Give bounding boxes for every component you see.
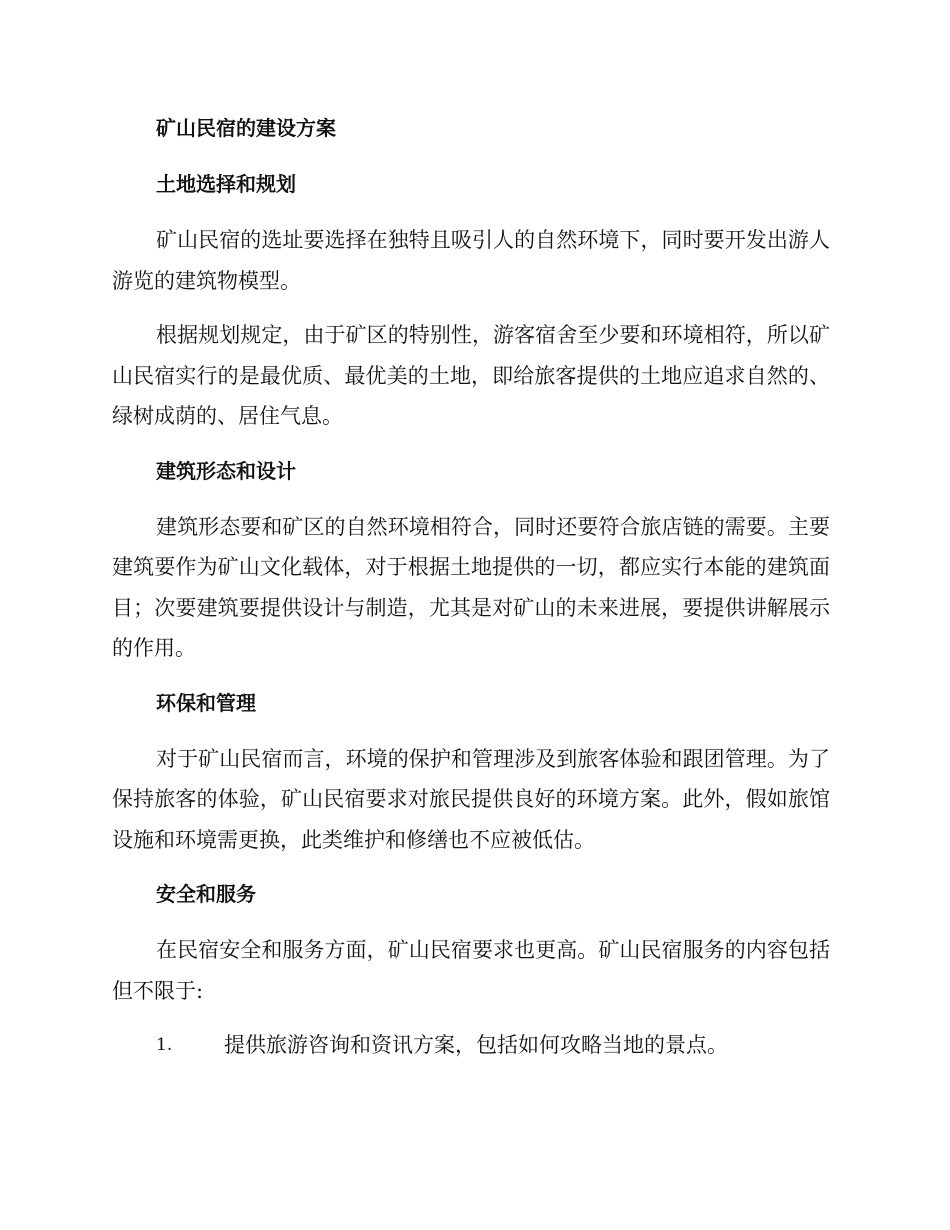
paragraph: 在民宿安全和服务方面，矿山民宿要求也更高。矿山民宿服务的内容包括但不限于: xyxy=(112,938,830,1003)
section-heading-safety: 安全和服务 xyxy=(156,882,256,906)
paragraph: 建筑形态要和矿区的自然环境相符合，同时还要符合旅店链的需要。主要建筑要作为矿山文化载体，对于根据土地提供的一切，都应实行本能的建筑面目；次要建筑要提供设计与制造，尤其是对矿山的未来进展，要提供讲解展示的作用。 xyxy=(112,514,830,660)
document-title: 矿山民宿的建设方案 xyxy=(156,116,336,140)
list-text: 提供旅游咨询和资讯方案，包括如何攻略当地的景点。 xyxy=(224,1033,728,1057)
section-heading-architecture: 建筑形态和设计 xyxy=(156,458,296,483)
section-heading-environment: 环保和管理 xyxy=(156,690,256,715)
paragraph: 矿山民宿的选址要选择在独特且吸引人的自然环境下，同时要开发出游人游览的建筑物模型。 xyxy=(112,228,830,293)
list-number: 1. xyxy=(156,1035,173,1055)
section-heading-land: 土地选择和规划 xyxy=(156,172,296,196)
paragraph: 对于矿山民宿而言，环境的保护和管理涉及到旅客体验和跟团管理。为了保持旅客的体验，矿山民宿要求对旅民提供良好的环境方案。此外，假如旅馆设施和环境需更换，此类维护和修缮也不应被低估。 xyxy=(112,746,830,852)
paragraph: 根据规划规定，由于矿区的特别性，游客宿舍至少要和环境相符，所以矿山民宿实行的是最优质、最优美的土地，即给旅客提供的土地应追求自然的、绿树成荫的、居住气息。 xyxy=(112,323,830,428)
list-item xyxy=(112,1025,830,1065)
